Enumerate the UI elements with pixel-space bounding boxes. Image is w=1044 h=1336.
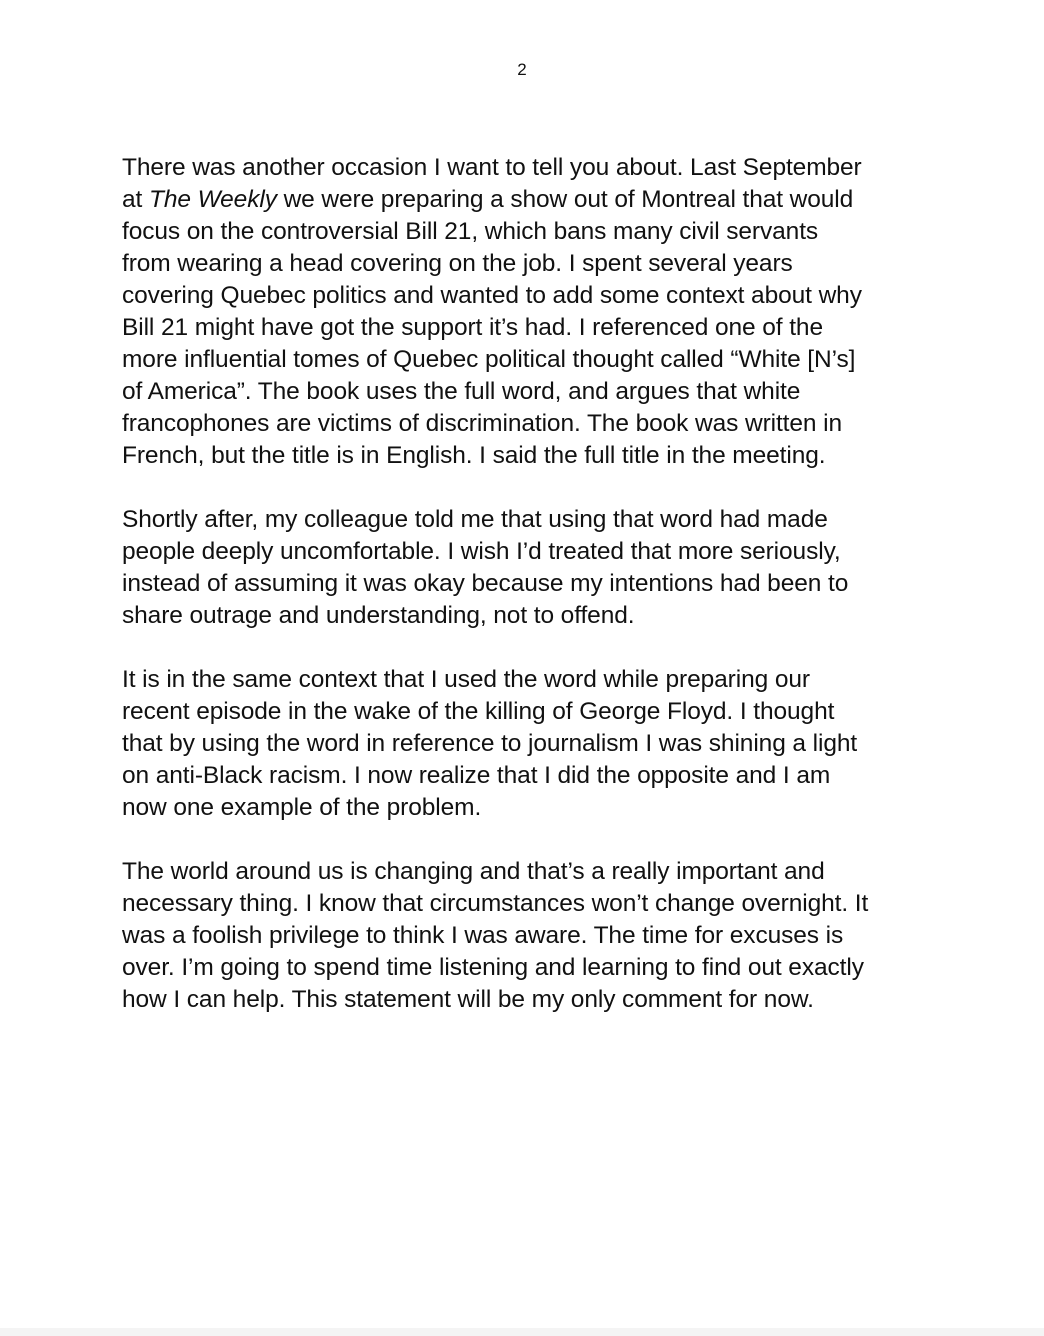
text-line: people deeply uncomfortable. I wish I’d treated that more seriously, xyxy=(122,538,841,565)
paragraph xyxy=(122,664,932,824)
text-line: instead of assuming it was okay because my intentions had been to xyxy=(122,570,849,597)
text-line: necessary thing. I know that circumstances won’t change overnight. It xyxy=(122,890,869,917)
text-line: of America”. The book uses the full word, and argues that white xyxy=(122,378,801,405)
text-line: The world around us is changing and that’s a really important and xyxy=(122,858,825,885)
paragraph xyxy=(122,856,932,1016)
text-line: French, but the title is in English. I said the full title in the meeting. xyxy=(122,442,826,469)
text-line: There was another occasion I want to tell you about. Last September xyxy=(122,154,862,181)
text-line: It is in the same context that I used the word while preparing our xyxy=(122,666,810,693)
text-line: how I can help. This statement will be my only comment for now. xyxy=(122,986,814,1013)
text-line: francophones are victims of discrimination. The book was written in xyxy=(122,410,843,437)
text-line: now one example of the problem. xyxy=(122,794,482,821)
text-line: more influential tomes of Quebec political thought called “White [N’s] xyxy=(122,346,856,373)
text-line: covering Quebec politics and wanted to add some context about why xyxy=(122,282,862,309)
text-line: Bill 21 might have got the support it’s had. I referenced one of the xyxy=(122,314,823,341)
text-line: share outrage and understanding, not to offend. xyxy=(122,602,635,629)
text-line: that by using the word in reference to journalism I was shining a light xyxy=(122,730,858,757)
text-line: focus on the controversial Bill 21, which bans many civil servants xyxy=(122,218,819,245)
text-line: recent episode in the wake of the killing of George Floyd. I thought xyxy=(122,698,835,725)
page-number: 2 xyxy=(517,60,527,79)
body-text xyxy=(122,152,932,1048)
paragraph xyxy=(122,152,932,472)
paragraph xyxy=(122,504,932,632)
text-run: at xyxy=(122,186,149,213)
publication-title: The Weekly xyxy=(148,186,277,213)
text-line: from wearing a head covering on the job. I spent several years xyxy=(122,250,793,277)
text-line: on anti-Black racism. I now realize that I did the opposite and I am xyxy=(122,762,831,789)
page-bottom-edge xyxy=(0,1328,1044,1336)
text-line: was a foolish privilege to think I was aware. The time for excuses is xyxy=(122,922,844,949)
text-run: we were preparing a show out of Montreal that would xyxy=(276,186,854,213)
text-line: over. I’m going to spend time listening and learning to find out exactly xyxy=(122,954,864,981)
text-line xyxy=(122,184,932,216)
text-line: Shortly after, my colleague told me that using that word had made xyxy=(122,506,828,533)
